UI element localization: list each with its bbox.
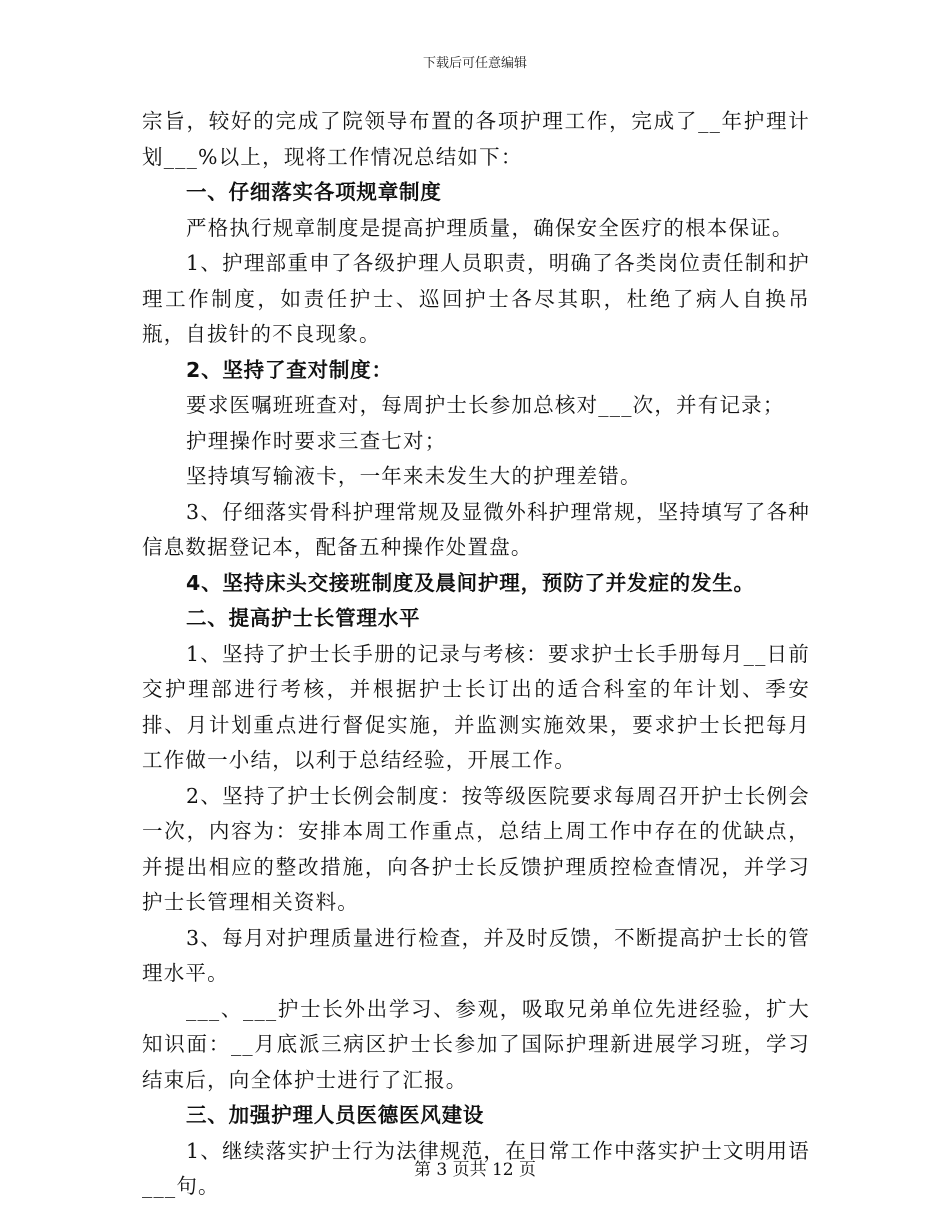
page-footer: 第 3 页共 12 页 — [413, 1160, 537, 1180]
paragraph: 1、继续落实护士行为法律规范，在日常工作中落实护士文明用语___句。 — [142, 1138, 810, 1198]
section-heading-2: 二、提高护士长管理水平 — [186, 606, 421, 630]
section-heading-3: 三、加强护理人员医德医风建设 — [186, 1103, 485, 1127]
subheading: 4、坚持床头交接班制度及晨间护理，预防了并发症的发生。 — [186, 570, 755, 595]
paragraph: 1、坚持了护士长手册的记录与考核：要求护士长手册每月__日前交护理部进行考核，并根据护士长订出的适合科室的年计划、季安排、月计划重点进行督促实施，并监测实施效果，要求护士长把每月工作做一小结，以利于总结经验，开展工作。 — [142, 641, 810, 772]
paragraph: 严格执行规章制度是提高护理质量，确保安全医疗的根本保证。 — [186, 215, 794, 240]
paragraph: 3、每月对护理质量进行检查，并及时反馈，不断提高护士长的管理水平。 — [142, 925, 810, 985]
paragraph: 要求医嘱班班查对，每周护士长参加总核对___次，并有记录； — [186, 393, 785, 417]
subheading: 2、坚持了查对制度： — [186, 357, 393, 382]
paragraph: 护理操作时要求三查七对； — [186, 428, 447, 453]
paragraph: ___、___护士长外出学习、参观，吸取兄弟单位先进经验，扩大知识面：__月底派三病区护士长参加了国际护理新进展学习班，学习结束后，向全体护士进行了汇报。 — [142, 996, 810, 1092]
page-header: 下载后可任意编辑 — [422, 56, 527, 71]
paragraph-intro: 宗旨，较好的完成了院领导布置的各项护理工作，完成了__年护理计划___%以上，现将工作情况总结如下： — [142, 109, 810, 169]
paragraph: 1、护理部重申了各级护理人员职责，明确了各类岗位责任制和护理工作制度，如责任护士、巡回护士各尽其职，杜绝了病人自换吊瓶，自拔针的不良现象。 — [142, 251, 810, 346]
section-heading-1: 一、仔细落实各项规章制度 — [186, 180, 442, 204]
document-body — [142, 104, 810, 1205]
paragraph: 3、仔细落实骨科护理常规及显微外科护理常规，坚持填写了各种信息数据登记本，配备五种操作处置盘。 — [142, 499, 810, 559]
paragraph: 坚持填写输液卡，一年来未发生大的护理差错。 — [186, 464, 642, 488]
paragraph: 2、坚持了护士长例会制度：按等级医院要求每周召开护士长例会一次，内容为：安排本周工作重点，总结上周工作中存在的优缺点，并提出相应的整改措施，向各护士长反馈护理质控检查情况，并学习护士长管理相关资料。 — [142, 783, 810, 914]
